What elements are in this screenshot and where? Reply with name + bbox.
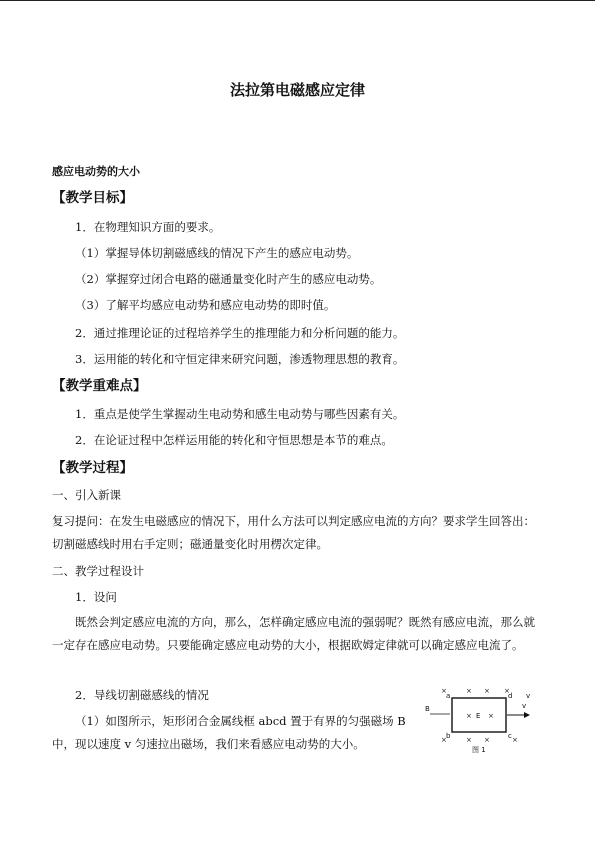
figure-1-diagram — [422, 684, 534, 756]
field-cross: × — [441, 736, 447, 744]
field-cross: × — [466, 712, 472, 720]
velocity-arrow-head — [524, 712, 530, 718]
field-cross: × — [512, 736, 518, 744]
keypoints-heading: 【教学重难点】 — [52, 378, 147, 394]
goals-item-2: 2．通过推理论证的过程培养学生的推理能力和分析问题的能力。 — [75, 326, 405, 340]
field-cross: × — [484, 687, 490, 695]
review-paragraph: 复习提问：在发生电磁感应的情况下，用什么方法可以判定感应电流的方向？要求学生回答出：切割磁感线时用右手定则；磁通量变化时用楞次定律。 — [52, 514, 535, 551]
goals-sub-3: （3）了解平均感应电动势和感应电动势的即时值。 — [75, 298, 336, 312]
label-e: E — [476, 712, 481, 720]
goals-item-1: 1．在物理知识方面的要求。 — [75, 220, 221, 234]
goals-sub-2: （2）掌握穿过闭合电路的磁通量变化时产生的感应电动势。 — [75, 272, 382, 286]
page-top-border — [0, 0, 595, 1]
label-corner-c: c — [508, 732, 512, 740]
document-title: 法拉第电磁感应定律 — [229, 81, 365, 99]
goals-item-3: 3．运用能的转化和守恒定律来研究问题，渗透物理思想的教育。 — [75, 352, 405, 366]
field-cross: × — [484, 736, 490, 744]
question-paragraph: 既然会判定感应电流的方向，那么，怎样确定感应电流的强弱呢？既然有感应电流，那么就一定存在感应电动势。只要能确定感应电动势的大小，根据欧姆定律就可以确定感应电流了。 — [52, 615, 535, 652]
process-part-1: 一、引入新课 — [52, 488, 121, 502]
label-v: v — [522, 702, 527, 710]
keypoints-item-1: 1．重点是使学生掌握动生电动势和感生电动势与哪些因素有关。 — [75, 407, 405, 421]
example-paragraph: （1）如图所示，矩形闭合金属线框 abcd 置于有界的匀强磁场 B 中，现以速度 v 匀速拉出磁场，我们来看感应电动势的大小。 — [52, 714, 406, 751]
section-subtitle: 感应电动势的大小 — [52, 165, 140, 178]
process-heading: 【教学过程】 — [52, 460, 133, 476]
label-corner-b: b — [446, 732, 451, 740]
label-v-upper: v — [526, 692, 531, 700]
goals-heading: 【教学目标】 — [52, 190, 133, 206]
label-corner-d: d — [508, 692, 513, 700]
field-cross: × — [466, 687, 472, 695]
process-step-1: 1．设问 — [75, 590, 117, 604]
field-cross: × — [504, 687, 510, 695]
field-cross: × — [441, 687, 447, 695]
process-step-2: 2．导线切割磁感线的情况 — [75, 688, 209, 702]
label-corner-a: a — [446, 692, 451, 700]
figure-caption: 图 1 — [472, 746, 486, 754]
field-cross: × — [488, 712, 494, 720]
keypoints-item-2: 2．在论证过程中怎样运用能的转化和守恒思想是本节的难点。 — [75, 433, 393, 447]
label-b-field: B — [425, 705, 430, 713]
process-part-2: 二、教学过程设计 — [52, 564, 144, 578]
goals-sub-1: （1）掌握导体切割磁感线的情况下产生的感应电动势。 — [75, 246, 359, 260]
field-cross: × — [466, 736, 472, 744]
